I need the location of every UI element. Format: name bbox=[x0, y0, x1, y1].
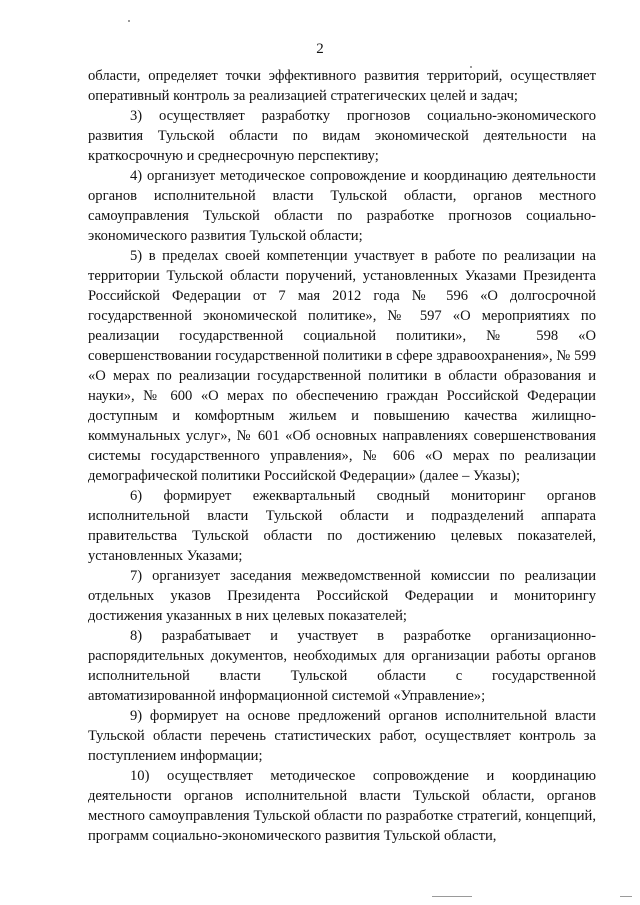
paragraph-continuation: области, определяет точки эффективного развития территорий, осуществляет оперативный контроль за реализацией стратегических целей и задач; bbox=[88, 68, 596, 104]
paragraph-item-4: 4) организует методическое сопровождение и координацию деятельности органов исполнительной власти Тульской области, органов местного самоуправления Тульской области по разработке прогнозов социально-экономического развития Тульской области; bbox=[88, 168, 596, 244]
paragraph-item-7: 7) организует заседания межведомственной комиссии по реализации отдельных указов Президента Российской Федерации и мониторингу достижения указанных в них целевых показателей; bbox=[88, 568, 596, 624]
paragraph-item-9: 9) формирует на основе предложений органов исполнительной власти Тульской области перечень статистических работ, осуществляет контроль за поступлением информации; bbox=[88, 708, 596, 764]
scan-speck bbox=[620, 896, 632, 897]
scan-speck bbox=[470, 66, 472, 68]
paragraph-item-5: 5) в пределах своей компетенции участвует в работе по реализации на территории Тульской области поручений, установленных Указами Президента Российской Федерации от 7 мая 2012 года № 596 «О долгосрочной государственной экономической политике», № 597 «О мероприятиях по реализации государственной социальной политики», № 598 «О совершенствовании государственной политики в сфере здравоохранения», № 599 «О мерах по реализации государственной политики в области образования и науки», № 600 «О мерах по обеспечению граждан Российской Федерации доступным и комфортным жильем и повышению качества жилищно-коммунальных услуг», № 601 «Об основных направлениях совершенствования системы государственного управления», № 606 «О мерах по реализации демографической политики Российской Федерации» (далее – Указы); bbox=[88, 248, 596, 484]
scan-speck bbox=[128, 20, 130, 22]
document-body bbox=[88, 66, 596, 846]
paragraph-item-6: 6) формирует ежеквартальный сводный мониторинг органов исполнительной власти Тульской области и подразделений аппарата правительства Тульской области по достижению целевых показателей, установленных Указами; bbox=[88, 488, 596, 564]
paragraph-item-8: 8) разрабатывает и участвует в разработке организационно-распорядительных документов, необходимых для организации работы органов исполнительной власти Тульской области с государственной автоматизированной информационной системой «Управление»; bbox=[88, 628, 596, 704]
paragraph-item-3: 3) осуществляет разработку прогнозов социально-экономического развития Тульской области по видам экономической деятельности на краткосрочную и среднесрочную перспективу; bbox=[88, 108, 596, 164]
paragraph-item-10: 10) осуществляет методическое сопровождение и координацию деятельности органов исполнительной власти Тульской области, органов местного самоуправления Тульской области по разработке стратегий, концепций, программ социально-экономического развития Тульской области, bbox=[88, 768, 596, 844]
page-number: 2 bbox=[316, 41, 324, 57]
scan-speck bbox=[432, 896, 472, 897]
